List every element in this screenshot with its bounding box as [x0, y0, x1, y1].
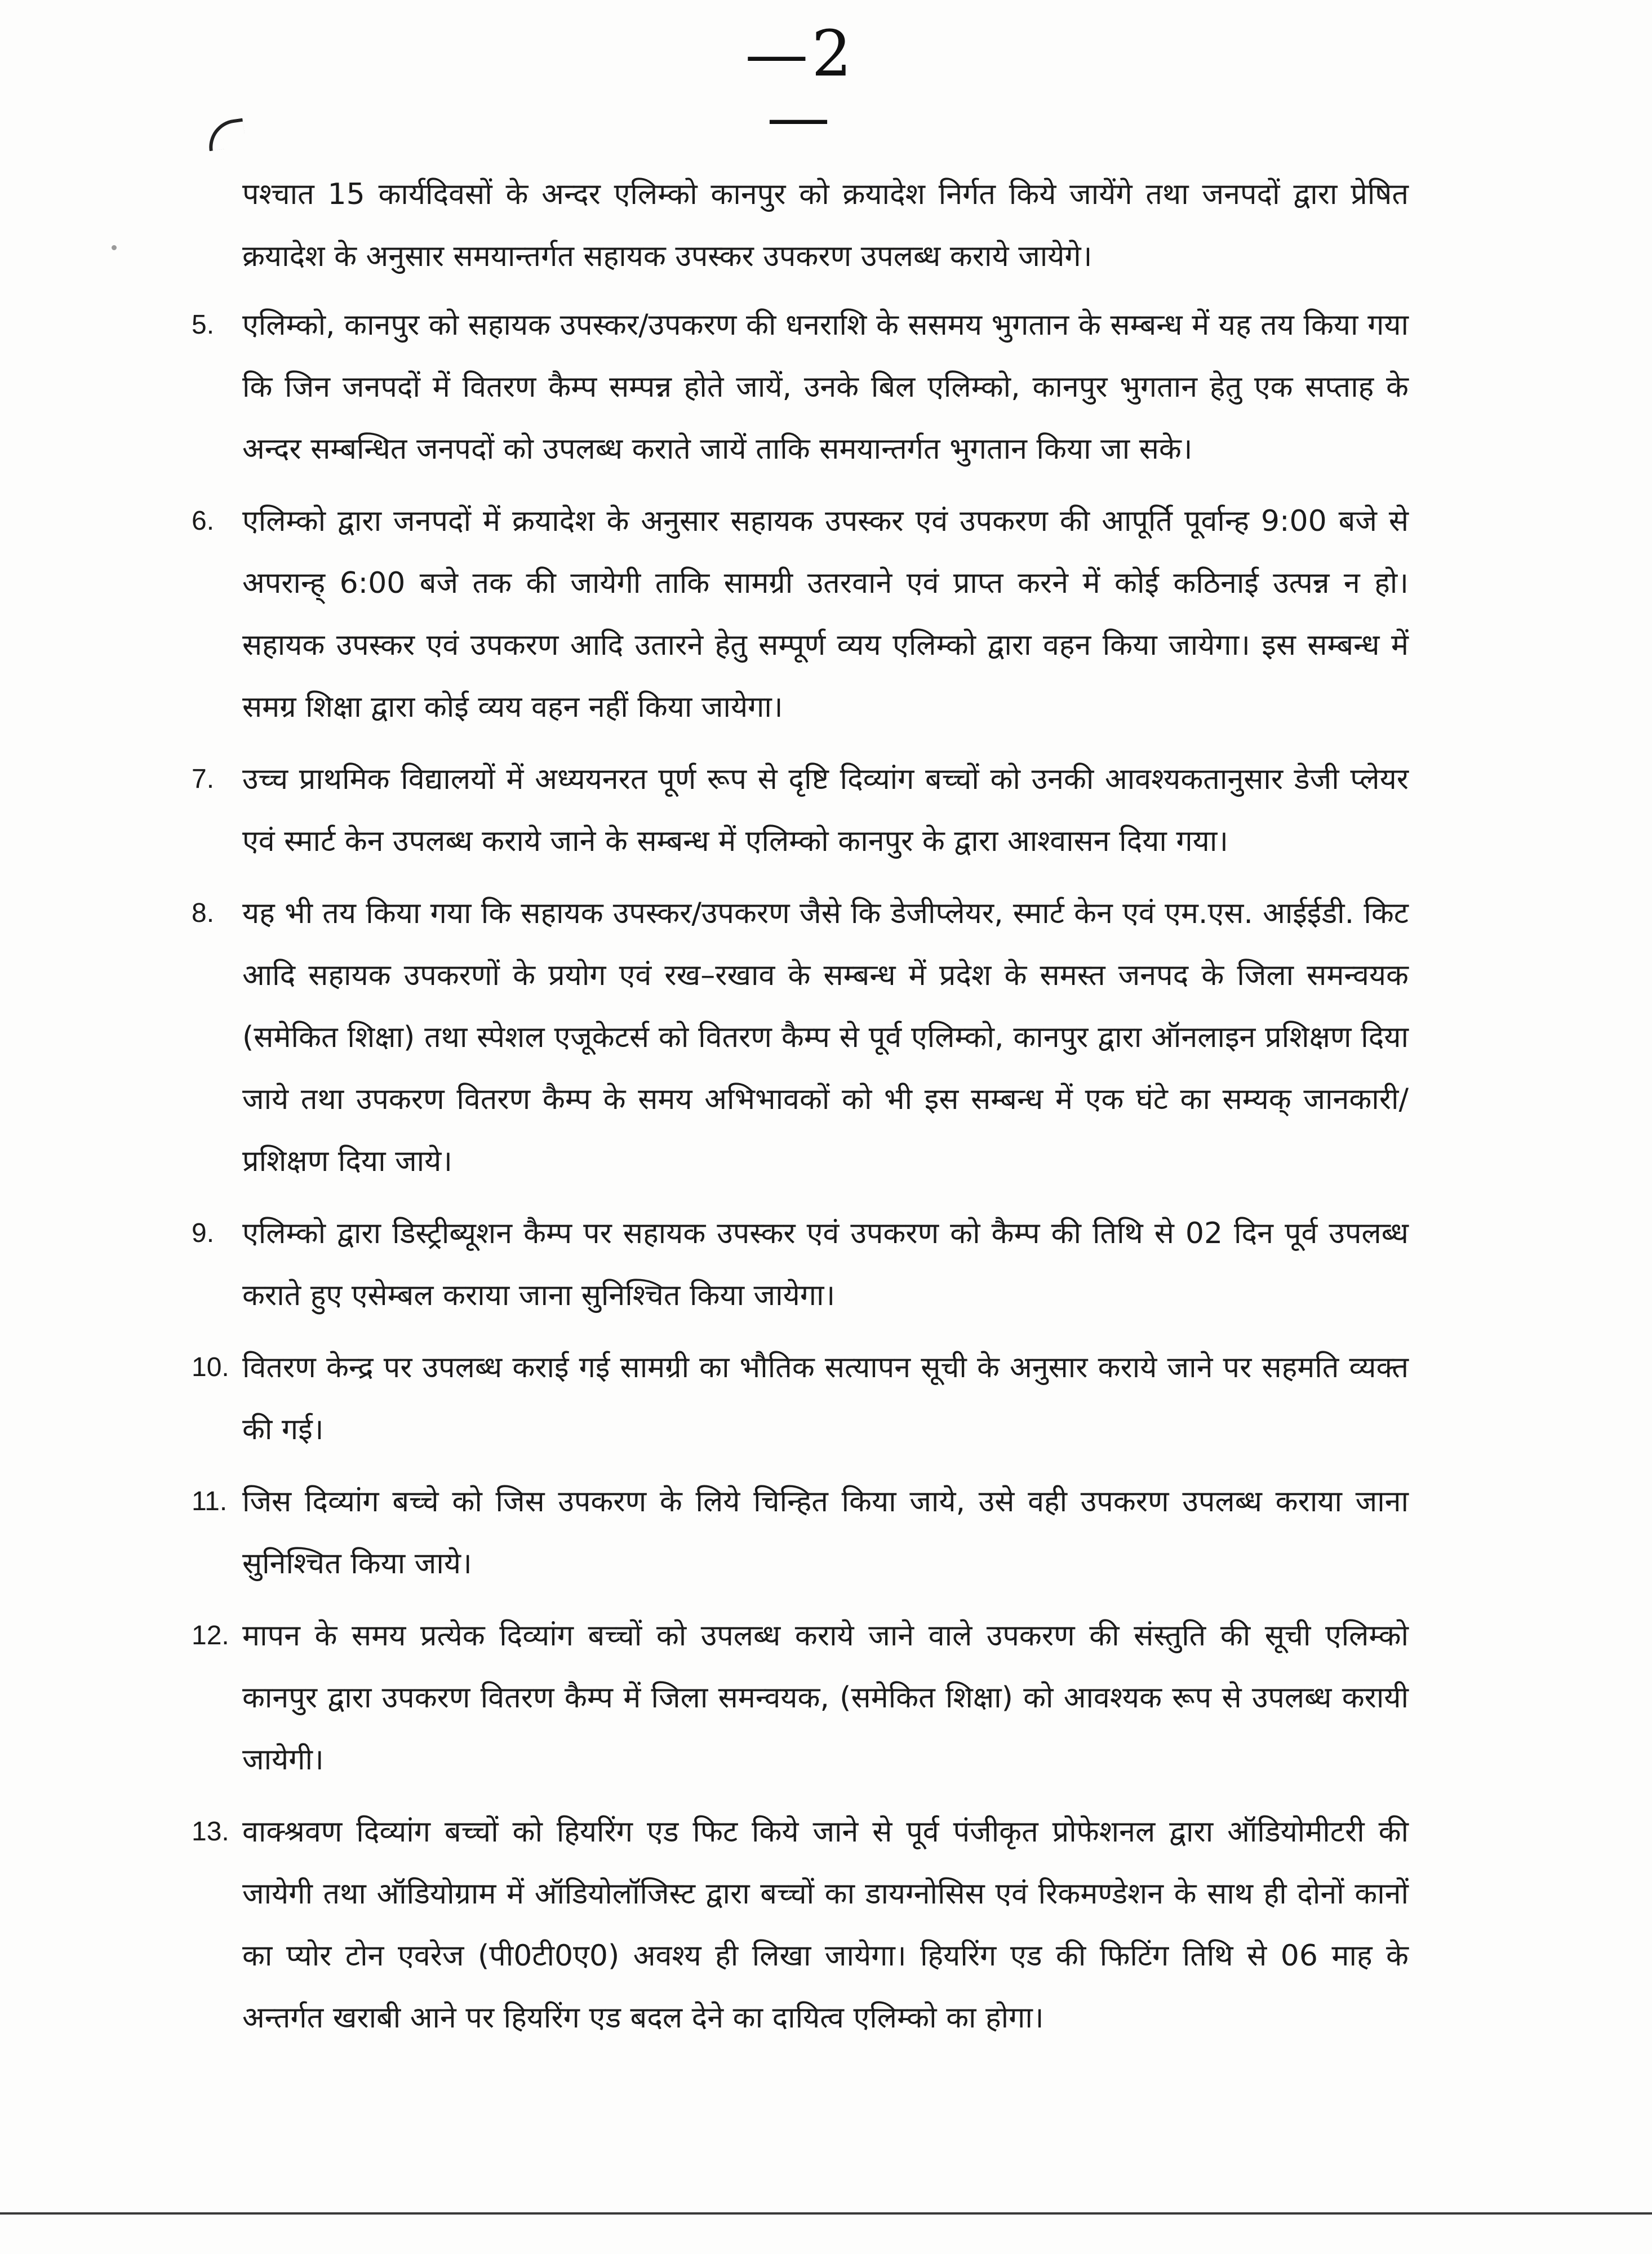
- intro-paragraph: पश्चात 15 कार्यदिवसों के अन्दर एलिम्को कानपुर को क्रयादेश निर्गत किये जायेंगे तथा जनपदों द्वारा प्रेषित क्रयादेश के अनुसार समयान्तर्गत सहायक उपस्कर उपकरण उपलब्ध कराये जायेगे।: [242, 178, 1409, 273]
- list-item: [192, 748, 1409, 872]
- list-item: [192, 490, 1409, 738]
- item-number: 7.: [192, 764, 215, 794]
- item-number: 6.: [192, 506, 215, 536]
- scan-speck: [112, 245, 117, 250]
- item-text: यह भी तय किया गया कि सहायक उपस्कर/उपकरण जैसे कि डेजीप्लेयर, स्मार्ट केन एवं एम.एस. आईईडी. किट आदि सहायक उपकरणों के प्रयोग एवं रख–रखाव के सम्बन्ध में प्रदेश के समस्त जनपद के जिला समन्वयक (समेकित शिक्षा) तथा स्पेशल एजूकेटर्स को वितरण कैम्प से पूर्व एलिम्को, कानपुर द्वारा ऑनलाइन प्रशिक्षण दिया जाये तथा उपकरण वितरण कैम्प के समय अभिभावकों को भी इस सम्बन्ध में एक घंटे का सम्यक् जानकारी/प्रशिक्षण दिया जाये।: [242, 897, 1409, 1178]
- item-text: जिस दिव्यांग बच्चे को जिस उपकरण के लिये चिन्हित किया जाये, उसे वही उपकरण उपलब्ध कराया जाना सुनिश्चित किया जाये।: [242, 1485, 1409, 1581]
- item-text: उच्च प्राथमिक विद्यालयों में अध्ययनरत पूर्ण रूप से दृष्टि दिव्यांग बच्चों को उनकी आवश्यकतानुसार डेजी प्लेयर एवं स्मार्ट केन उपलब्ध कराये जाने के सम्बन्ध में एलिम्को कानपुर के द्वारा आश्वासन दिया गया।: [242, 762, 1409, 858]
- list-item: [192, 882, 1409, 1192]
- list-item: [192, 1801, 1409, 2049]
- item-number: 12.: [192, 1621, 229, 1650]
- item-text: वितरण केन्द्र पर उपलब्ध कराई गई सामग्री का भौतिक सत्यापन सूची के अनुसार कराये जाने पर सहमति व्यक्त की गई।: [242, 1351, 1409, 1447]
- item-text: मापन के समय प्रत्येक दिव्यांग बच्चों को उपलब्ध कराये जाने वाले उपकरण की संस्तुति की सूची एलिम्को कानपुर द्वारा उपकरण वितरण कैम्प में जिला समन्वयक, (समेकित शिक्षा) को आवश्यक रूप से उपलब्ध करायी जायेगी।: [242, 1619, 1409, 1777]
- page-number: —2—: [745, 17, 855, 154]
- item-text: वाक्श्रवण दिव्यांग बच्चों को हियरिंग एड फिट किये जाने से पूर्व पंजीकृत प्रोफेशनल द्वारा ऑडियोमीटरी की जायेगी तथा ऑडियोग्राम में ऑडियोलॉजिस्ट द्वारा बच्चों का डायग्नोसिस एवं रिकमण्डेशन के साथ ही दोनों कानों का प्योर टोन एवरेज (पी0टी0ए0) अवश्य ही लिखा जायेगा। हियरिंग एड की फिटिंग तिथि से 06 माह के अन्तर्गत खराबी आने पर हियरिंग एड बदल देने का दायित्व एलिम्को का होगा।: [242, 1815, 1409, 2035]
- list-item: [192, 1203, 1409, 1326]
- item-number: 10.: [192, 1352, 229, 1382]
- item-text: एलिम्को, कानपुर को सहायक उपस्कर/उपकरण की धनराशि के ससमय भुगतान के सम्बन्ध में यह तय किया गया कि जिन जनपदों में वितरण कैम्प सम्पन्न होते जायें, उनके बिल एलिम्को, कानपुर भुगतान हेतु एक सप्ताह के अन्दर सम्बन्धित जनपदों को उपलब्ध कराते जायें ताकि समयान्तर्गत भुगतान किया जा सके।: [242, 308, 1409, 466]
- document-body: [192, 163, 1409, 2059]
- item-number: 5.: [192, 310, 215, 340]
- list-item: [192, 1605, 1409, 1791]
- bottom-rule: [0, 2212, 1652, 2215]
- item-number: 11.: [192, 1487, 228, 1516]
- list-item: [192, 1471, 1409, 1595]
- list-item: [192, 294, 1409, 480]
- item-number: 8.: [192, 898, 215, 928]
- item-number: 13.: [192, 1817, 229, 1847]
- item-number: 9.: [192, 1218, 215, 1248]
- item-text: एलिम्को द्वारा जनपदों में क्रयादेश के अनुसार सहायक उपस्कर एवं उपकरण की आपूर्ति पूर्वान्ह 9:00 बजे से अपरान्ह् 6:00 बजे तक की जायेगी ताकि सामग्री उतरवाने एवं प्राप्त करने में कोई कठिनाई उत्पन्न न हो। सहायक उपस्कर एवं उपकरण आदि उतारने हेतु सम्पूर्ण व्यय एलिम्को द्वारा वहन किया जायेगा। इस सम्बन्ध में समग्र शिक्षा द्वारा कोई व्यय वहन नहीं किया जायेगा।: [242, 504, 1409, 724]
- pen-mark: [206, 118, 246, 152]
- list-item: [192, 1337, 1409, 1461]
- item-text: एलिम्को द्वारा डिस्ट्रीब्यूशन कैम्प पर सहायक उपस्कर एवं उपकरण को कैम्प की तिथि से 02 दिन पूर्व उपलब्ध कराते हुए एसेम्बल कराया जाना सुनिश्चित किया जायेगा।: [242, 1217, 1409, 1312]
